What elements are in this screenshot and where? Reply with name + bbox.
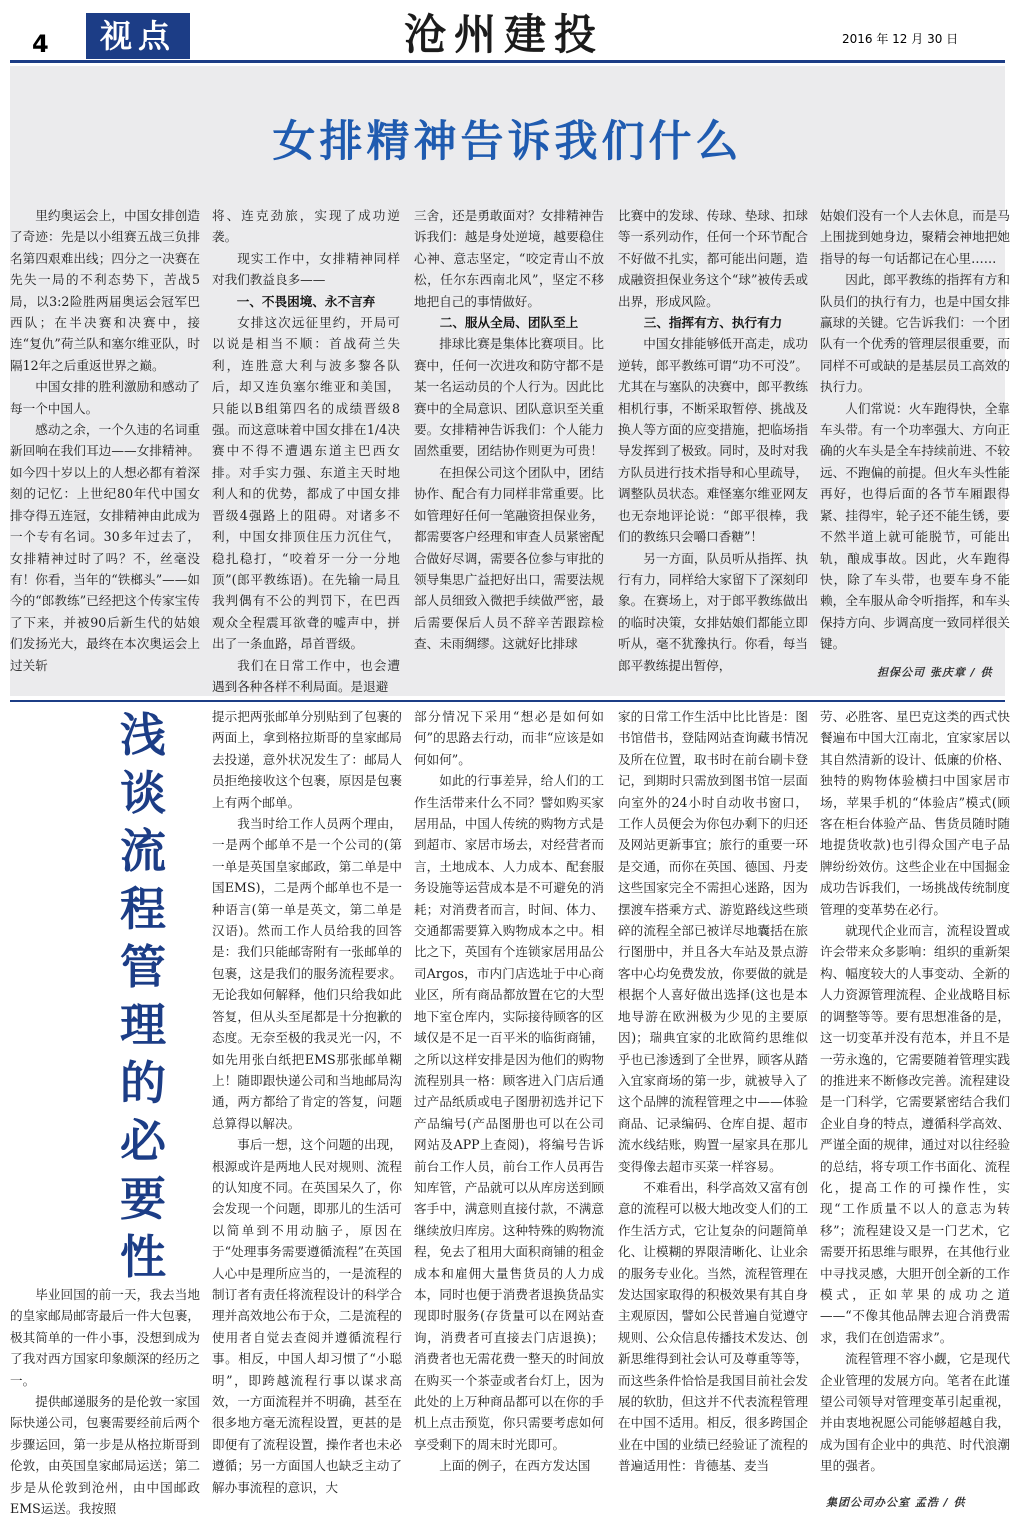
title-char: 的: [120, 1056, 166, 1110]
paragraph: 感动之余，一个久违的名词重新回响在我们耳边——女排精神。如今四十岁以上的人想必都有着深刻的记忆：上世纪80年代中国女排夺得五连冠，女排精神由此成为一个专有名词。30多年过去了，女排精神过时了吗？不，丝毫没有！你看，当年的“铁榔头”——如今的“郎教练”已经把这个传家宝传了下来，并被90后新生代的姑娘们发扬光大，最终在本次奥运会上过关斩: [10, 422, 200, 673]
header-divider: [10, 60, 1005, 63]
article-1-column-2: [212, 205, 400, 694]
paragraph: 上面的例子，在西方发达国: [439, 1458, 591, 1474]
article-2-column-5: [820, 706, 1010, 1486]
article-2-column-2: [212, 706, 402, 1510]
paragraph: 排球比赛是集体比赛项目。比赛中，任何一次进攻和防守都不是某一名运动员的个人行为。因此比赛中的全局意识、团队意识至关重要。女排精神告诉我们：个人能力固然重要，团结协作则更为可贵！: [414, 336, 604, 459]
article-2-column-3: [414, 706, 604, 1510]
paragraph: 我们在日常工作中，也会遭遇到各种各样不利局面。是退避: [212, 657, 400, 694]
issue-date: 2016 年 12 月 30 日: [842, 32, 959, 46]
paragraph: 人们常说：火车跑得快，全靠车头带。有一个功率强大、方向正确的火车头是全车持续前进、不较远、不跑偏的前提。但火车头性能再好，也得后面的各节车厢跟得紧、挂得牢，轮子还不能生锈，要不然半道上就可能脱节，可能出轨，酿成事故。因此，火车跑得快，除了车头带，也要车身不能赖，全车服从命令听指挥，和车头保持方向、步调高度一致同样很关键。: [820, 400, 1010, 652]
paragraph: 中国女排的胜利激励和感动了每一个中国人。: [10, 379, 200, 416]
paragraph: 中国女排能够低开高走，成功逆转，郎平教练可谓“功不可没”。尤其在与塞队的决赛中，郎平教练相机行事，不断采取暂停、挑战及换人等方面的应变措施，把临场指导发挥到了极致。同时，及时对我方队员进行技术指导和心里疏导，调整队员状态。难怪塞尔维亚网友也无奈地评论说：“郎平很棒，我们的教练只会嚼口香糖”！: [618, 336, 808, 545]
paragraph: 家的日常工作生活中比比皆是：图书馆借书，登陆网站查询藏书情况及所在位置，取书时在前台刷卡登记，到期时只需放到图书馆一层面向室外的24小时自动收书窗口，工作人员便会为你包办剩下的归还及网站更新事宜；旅行的重要一环是交通，而你在英国、德国、丹麦这些国家完全不需担心迷路，因为摆渡车搭乘方式、游览路线这些琐碎的流程全部已被详尽地囊括在旅行图册中，并且各大车站及景点游客中心均免费发放，你要做的就是根据个人喜好做出选择(这也是本地导游在欧洲极为少见的主要原因)；瑞典宜家的北欧简约思维似乎也已渗透到了全世界，顾客从踏入宜家商场的第一步，就被导入了这个品牌的流程管理之中——体验商品、记录编码、仓库自提、超市流水线结账，购置一屋家具在那儿变得像去超市买菜一样容易。: [618, 709, 808, 1174]
title-char: 必: [120, 1114, 166, 1168]
title-char: 浅: [120, 708, 166, 762]
paragraph: 在担保公司这个团队中，团结协作、配合有力同样非常重要。比如管理好任何一笔融资担保业务，都需要客户经理和审查人员紧密配合做好尽调，需要各位参与审批的领导集思广益把好出口，需要法规部人员细致入微把手续做严密，最后需要保后人员不辞辛苦跟踪检查、未雨绸缪。这就好比排球: [414, 464, 604, 652]
paragraph: 事后一想，这个问题的出现，根源或许是两地人民对规则、流程的认知度不同。在英国呆久了，你会发现一个问题，即那儿的生活可以简单到不用动脑子，原因在于“处理事务需要遵循流程”在英国人心中是理所应当的，一是流程的制订者有责任将流程设计的科学合理并高效地公布于众，二是流程的使用者自觉去查阅并遵循流程行事。相反，中国人却习惯了“小聪明”，即跨越流程行事以谋求高效，一方面流程并不明确，甚至在很多地方毫无流程设置，更甚的是即便有了流程设置，操作者也未必遵循；另一方面国人也缺乏主动了解办事流程的意识，大: [212, 1137, 402, 1495]
paragraph: 我当时给工作人员两个理由，一是两个邮单不是一个公司的(第一单是英国皇家邮政，第二单是中国EMS)，二是两个邮单也不是一种语言(第一单是英文，第二单是汉语)。然而工作人员给我的回答是：我们只能邮寄附有一张邮单的包裹，这是我们的服务流程要求。无论我如何解释，他们只给我如此答复，但从头至尾都是十分抱歉的态度。无奈至极的我灵光一闪，不如先用张白纸把EMS那张邮单糊上！随即跟快递公司和当地邮局沟通，两方都给了肯定的答复，问题总算得以解决。: [212, 816, 402, 1131]
article-1-signature: 担保公司 张庆章 / 供: [877, 666, 993, 679]
paragraph: 流程管理不容小觑，它是现代企业管理的发展方向。笔者在此谨望公司领导对管理变革引起重视，并由衷地祝愿公司能够超越自我，成为国有企业中的典范、时代浪潮里的强者。: [820, 1351, 1010, 1474]
paragraph: 劳、必胜客、星巴克这类的西式快餐遍布中国大江南北，宜家家居以其自然清新的设计、低廉的价格、独特的购物体验横扫中国家居市场，苹果手机的“体验店”模式(顾客在柜台体验产品、售货员随时随地提货收款)也引得众国产电子品牌纷纷效仿。这些企业在中国掘金成功告诉我们，一场挑战传统制度管理的变革势在必行。: [820, 709, 1010, 917]
title-char: 流: [120, 824, 166, 878]
subheading: 三、指挥有方、执行有力: [643, 315, 783, 331]
subheading: 一、不畏困境、永不言弃: [236, 293, 376, 309]
title-char: 要: [120, 1172, 166, 1226]
article-divider: [10, 700, 1005, 702]
paragraph: 三舍，还是勇敢面对？女排精神告诉我们：越是身处逆境，越要稳住心神、意志坚定，“咬定青山不放松，任尔东西南北风”，坚定不移地把自己的事情做好。: [414, 208, 604, 309]
paragraph: 姑娘们没有一个人去休息，而是马上围拢到她身边，聚精会神地把她指导的每一句话都记在心里……: [820, 208, 1010, 266]
paragraph: 提示把两张邮单分别贴到了包裹的两面上，拿到格拉斯哥的皇家邮局去投递，意外状况发生了：邮局人员拒绝接收这个包裹，原因是包裹上有两个邮单。: [212, 709, 402, 810]
newspaper-name: 沧州建投: [404, 10, 605, 59]
paragraph: 里约奥运会上，中国女排创造了奇迹：先是以小组赛五战三负排名第四艰难出线；四分之一决赛在先失一局的不利态势下，苦战5局，以3:2险胜两届奥运会冠军巴西队；在半决赛和决赛中，接连“复仇”荷兰队和塞尔维亚队，时隔12年之后重返世界之巅。: [10, 208, 200, 373]
title-char: 谈: [120, 766, 166, 820]
article-2-column-4: [618, 706, 808, 1510]
subheading: 二、服从全局、团队至上: [439, 315, 579, 331]
masthead: [0, 0, 1015, 64]
title-char: 管: [120, 940, 166, 994]
paragraph: 另一方面，队员听从指挥、执行有力，同样给大家留下了深刻印象。在赛场上，对于郎平教练做出的临时决策，女排姑娘们都能立即听从，毫不犹豫执行。你看，每当郎平教练提出暂停，: [618, 550, 808, 673]
paragraph: 不难看出，科学高效又富有创意的流程可以极大地改变人们的工作生活方式，它让复杂的问题简单化、让模糊的界限清晰化、让业余的服务专业化。当然，流程管理在发达国家取得的积极效果有其自身主观原因，譬如公民普遍自觉遵守规则、公众信息传播技术发达、创新思维得到社会认可及尊重等等，而这些条件恰恰是我国目前社会发展的软肋，但这并不代表流程管理在中国不适用。相反，很多跨国企业在中国的业绩已经验证了流程的普遍适用性：肯德基、麦当: [618, 1179, 808, 1474]
article-1-column-4: [618, 205, 808, 685]
paragraph: 因此，郎平教练的指挥有方和队员们的执行有力，也是中国女排赢球的关键。它告诉我们：一个团队有一个优秀的管理层很重要，而同样不可或缺的是基层员工高效的执行力。: [820, 272, 1010, 395]
paragraph: 毕业回国的前一天，我去当地的皇家邮局邮寄最后一件大包裹，极其简单的一件小事，没想到成为了我对西方国家印象颇深的经历之一。: [10, 1287, 200, 1388]
title-char: 理: [120, 998, 166, 1052]
paragraph: 如此的行事差异，给人们的工作生活带来什么不同？譬如购买家居用品，中国人传统的购物方式是到超市、家居市场去，对经营者而言，土地成本、人力成本、配套服务设施等运营成本是不可避免的消耗；对消费者而言，时间、体力、交通都需要算入购物成本之中。相比之下，英国有个连锁家居用品公司Argos，市内门店选址于中心商业区，所有商品都放置在它的大型地下室仓库内，实际接待顾客的区域仅是不足一百平米的临街商铺，之所以这样安排是因为他们的购物流程别具一格：顾客进入门店后通过产品纸质或电子图册初选并记下产品编号(产品图册也可以在公司网站及APP上查阅)，将编号告诉前台工作人员，前台工作人员再告知库管，产品就可以从库房送到顾客手中，满意则直接付款，不满意继续放归库房。这种特殊的购物流程，免去了租用大面积商铺的租金成本和雇佣大量售货员的人力成本，同时也便于消费者退换货品实现即时服务(存货量可以在网站查询，消费者可直接去门店退换)；消费者也无需花费一整天的时间放在购买一个茶壶或者台灯上，因为此处的上万种商品都可以在你的手机上点击预览，你只需要考虑如何享受剩下的周末时光即可。: [414, 773, 604, 1452]
paragraph: 提供邮递服务的是伦敦一家国际快递公司，包裹需要经前后两个步骤运回，第一步是从格拉斯哥到伦敦，由英国皇家邮局运送；第二步是从伦敦到沧州，由中国邮政EMS运送。我按照: [10, 1394, 200, 1517]
paragraph: 现实工作中，女排精神同样对我们教益良多——: [212, 250, 400, 288]
article-2-signature: 集团公司办公室 孟浩 / 供: [826, 1496, 966, 1509]
article-2-column-1: [10, 1284, 200, 1517]
paragraph: 部分情况下采用“想必是如何如何”的思路去行动，而非“应该是如何如何”。: [414, 709, 604, 767]
paragraph: 就现代企业而言，流程设置或许会带来众多影响：组织的重新架构、幅度较大的人事变动、全新的人力资源管理流程、企业战略目标的调整等等。要有思想准备的是，这一切变革并没有范本，并且不是一劳永逸的，它需要随着管理实践的推进来不断修改完善。流程建设是一门科学，它需要紧密结合我们企业自身的特点，遵循科学高效、严谨全面的规律，通过对以往经验的总结，将专项工作书面化、流程化，提高工作的可操作性，实现“工作质量不以人的意志为转移”；流程建设又是一门艺术，它需要开拓思维与眼界，在其他行业中寻找灵感，大胆开创全新的工作模式，正如苹果的成功之道——“不像其他品牌去迎合消费需求，我们在创造需求”。: [820, 923, 1010, 1345]
article-1-column-1: [10, 205, 200, 685]
title-char: 程: [120, 882, 166, 936]
article-1-column-3: [414, 205, 604, 685]
article-1-column-5: [820, 205, 1010, 657]
article-1-title: 女排精神告诉我们什么: [272, 117, 743, 167]
paragraph: 比赛中的发球、传球、垫球、扣球等一系列动作，任何一个环节配合不好做不扎实，都可能出问题，造成融资担保业务这个“球”被传丢或出界，形成风险。: [618, 208, 808, 309]
title-char: 性: [120, 1230, 166, 1284]
page-number: 4: [32, 30, 49, 58]
section-tag: 视点: [86, 13, 190, 59]
paragraph: 女排这次远征里约，开局可以说是相当不顺：首战荷兰失利，连胜意大利与波多黎各队后，却又连负塞尔维亚和美国，只能以B组第四名的成绩晋级8强。而这意味着中国女排在1/4决赛中不得不遭遇东道主巴西女排。对手实力强、东道主天时地利人和的优势，都成了中国女排晋级4强路上的阻碍。对诸多不利，中国女排顶住压力沉住气，稳扎稳打，“咬着牙一分一分地顶”(郎平教练语)。在先输一局且我判偶有不公的判罚下，在巴西观众全程震耳欲聋的嘘声中，拼出了一条血路，昂首晋级。: [212, 315, 400, 652]
paragraph: 将、连克劲旅，实现了成功逆袭。: [212, 208, 400, 245]
article-2-title: [98, 706, 188, 1286]
